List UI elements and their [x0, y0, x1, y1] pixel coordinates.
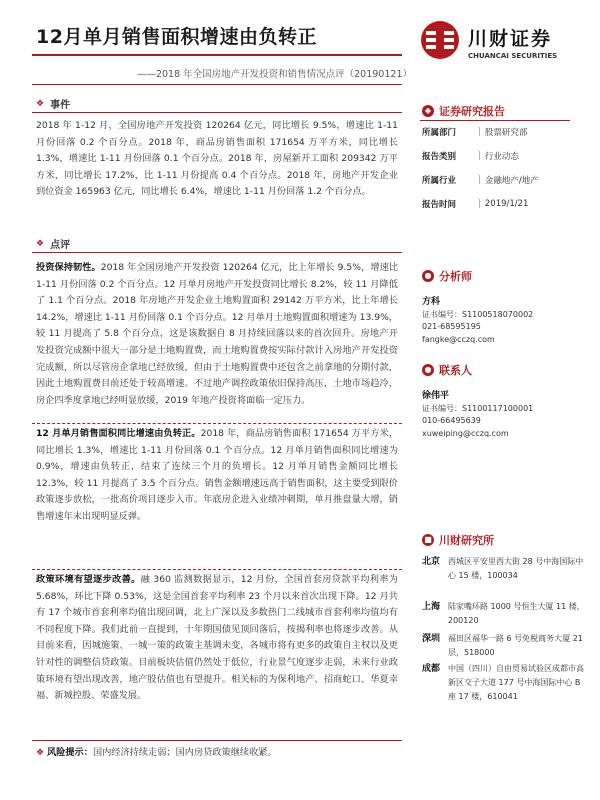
event-paragraph: 2018 年 1-12 月，全国房地产开发投资 120264 亿元，同比增长 9.5%，增速比 1-11 月份回落 0.2 个百分点。2018 年，商品房销售面积 171654 万平方米，同比增长 1.3%，增速比 1-11 月份回落 0.1 个百分点。2018 年，房屋新开工面积 209342 万平方米，同比增长 17.2%，比 1-11 月份提高 0.4 个百分点。2018 年，房地产开发企业到位资金 165963 亿元，同比增长 6.4%，增速比 1-11 月份回落 1.2 个百分点。 [36, 120, 398, 198]
diamond-bullet-icon: ❖ [36, 238, 45, 249]
contact-heading [422, 362, 472, 378]
contact-email[interactable]: xuweiping@cczq.com [422, 428, 509, 438]
info-label: 所属部门 [422, 128, 457, 138]
analyst-name: 方科 [422, 297, 441, 307]
info-value: 2019/1/21 [484, 199, 529, 209]
comment-paragraph-investment [36, 260, 398, 409]
office-city: 深圳 [422, 634, 441, 644]
analyst-card [422, 296, 572, 346]
title-divider [32, 54, 402, 56]
subtitle-divider [32, 84, 402, 85]
info-label: 所属行业 [422, 176, 457, 186]
comment-title: 点评 [50, 240, 71, 251]
analyst-cert: 证书编号：S1100518070002 [422, 309, 534, 319]
contact-cert: 证书编号：S1100117100001 [422, 403, 534, 413]
analyst-phone: 021-68595195 [422, 322, 481, 331]
info-row-category: 报告类别 | 行业动态 [422, 151, 519, 162]
office-chengdu [422, 662, 588, 704]
contact-card [422, 390, 572, 440]
risk-warning [36, 745, 398, 762]
office-city: 成都 [422, 664, 441, 674]
building-icon: ■ [422, 534, 434, 546]
report-type-heading [422, 103, 505, 119]
risk-divider [32, 740, 402, 741]
info-row-date: 报告时间 | 2019/1/21 [422, 199, 529, 210]
info-value: 股票研究部 [484, 128, 528, 138]
office-address: 陆家嘴环路 1000 号恒生大厦 11 楼，200120 [448, 602, 585, 625]
logo-english-name: CHUANCAI SECURITIES [468, 52, 558, 60]
chuancai-logo-icon [420, 20, 460, 60]
person-icon: ● [422, 364, 434, 376]
report-title: 证券研究报告 [439, 105, 505, 118]
office-beijing [422, 555, 588, 583]
office-shenzhen [422, 632, 588, 660]
analyst-heading [422, 268, 472, 284]
office-address: 中国（四川）自由贸易试验区成都市高新区交子大道 177 号中海国际中心 B 座 17 楼，610041 [448, 664, 584, 701]
contact-phone: 010-66495639 [422, 416, 481, 425]
paragraph-body: 2018 年全国房地产开发投资 120264 亿元，比上年增长 9.5%，增速比 1-11 月份回落 0.2 个百分点。12 月单月房地产开发投资同比增长 8.2%，较 11 月降低了 1.1 个百分点。2018 年房地产开发企业土地购置面积 29142 万平方米，比上年增长 14.2%，增速比 1-11 月份回落 0.1 个百分点。12 月单月土地购置面积增速为 13.9%，较 11 月提高了 5.8 个百分点，这是该数据自 8 月持续回落以来的首次回升。房地产开发投资完成额中很大一部分是土地购置费，而土地购置费按实际付款计入房地产开发投资完成额，所以尽管房企拿地已经放缓，但由于土地购置费中还包含之前拿地的分期付款，因此土地购置费目前还处于较高增速。不过地产调控政策依旧保持高压，土地市场趋冷，房企四季度拿地已经明显放缓，2019 年地产投资将面临一定压力。 [36, 262, 399, 406]
contact-title: 联系人 [439, 364, 472, 377]
risk-text: 国内经济持续走弱；国内房贷政策继续收紧。 [92, 747, 277, 758]
info-value: 金融地产/地产 [484, 176, 539, 186]
info-label: 报告类别 [422, 152, 457, 162]
diamond-bullet-icon: ❖ [36, 748, 45, 758]
office-address: 西城区平安里西大街 28 号中海国际中心 15 楼，100034 [448, 557, 584, 580]
event-title: 事件 [50, 100, 71, 111]
comment-paragraph-policy [36, 572, 398, 705]
paragraph-separator [32, 423, 402, 424]
paragraph-lead: 政策环境有望逐步改善。 [36, 574, 141, 585]
office-city: 北京 [422, 557, 441, 567]
office-shanghai [422, 600, 588, 628]
comment-paragraph-sales [36, 426, 398, 526]
person-icon: ● [422, 270, 434, 282]
company-logo [420, 18, 570, 68]
office-city: 上海 [422, 602, 441, 612]
paragraph-lead: 投资保持韧性。 [36, 262, 101, 273]
logo-chinese-name: 川财证券 [468, 28, 553, 50]
sidebar-divider [420, 120, 570, 121]
page-subtitle: ——2018 年全国房地产开发投资和销售情况点评（20190121） [136, 69, 412, 80]
analyst-email[interactable]: fangke@cczq.com [422, 334, 495, 344]
info-value: 行业动态 [484, 152, 519, 162]
comment-section-heading [36, 236, 70, 251]
office-address: 福田区福华一路 6 号免税商务大厦 21 层，518000 [448, 634, 583, 657]
analyst-title: 分析师 [439, 270, 472, 283]
paragraph-lead: 12 月单月销售面积同比增速由负转正。 [36, 428, 201, 439]
diamond-bullet-icon: ❖ [36, 98, 45, 109]
info-row-department: 所属部门 | 股票研究部 [422, 127, 528, 138]
paragraph-body: 融 360 监测数据显示，12 月份，全国首套房贷款平均利率为 5.68%，环比下降 0.53%，这是全国首套平均利率 23 个月以来首次出现下降。12 月共有 17 个城市首套利率均值出现回调，北上广深以及多数热门二线城市首套利率均值均有不同程度下降。我们此前一直提到，十年期国债见顶回落后，按揭利率也将逐步改善。从目前来看，因城施策、一城一策的政策主基调未变，各城市将有更多的政策自主权以及更针对性的调整信贷政策。目前板块估值仍然处于低位，行业景气度逐步走弱，未来行业政策环境有望出现改善，地产股估值也有望提升。相关标的为保利地产、招商蛇口、华夏幸福、新城控股、荣盛发展。 [36, 574, 398, 702]
page-title: 12月单月销售面积增速由负转正 [36, 26, 317, 48]
risk-lead: 风险提示： [47, 747, 93, 758]
info-row-industry: 所属行业 | 金融地产/地产 [422, 175, 539, 186]
institute-heading [422, 532, 494, 548]
contact-name: 徐伟平 [422, 391, 450, 401]
event-divider [32, 112, 402, 113]
report-icon: ◆ [422, 105, 434, 117]
paragraph-separator [32, 569, 402, 570]
info-label: 报告时间 [422, 200, 457, 210]
institute-title: 川财研究所 [439, 534, 494, 547]
comment-divider [32, 252, 402, 253]
event-section-heading [36, 96, 70, 111]
paragraph-body: 2018 年，商品房销售面积 171654 万平方米，同比增长 1.3%，增速比 1-11 月份回落 0.1 个百分点。12 月单月销售面积同比增速为 0.9%，增速由负转正，结束了连续三个月的负增长。12 月单月销售金额同比增长 12.3%，较 11 月提高了 3.5 个百分点。销售金额增速远高于销售面积，这主要受到限价政策逐步放松，一批高价项目逐步入市。年底房企进入业绩冲刺期，单月推盘量大增，销售增速年末出现明显反弹。 [36, 428, 399, 522]
